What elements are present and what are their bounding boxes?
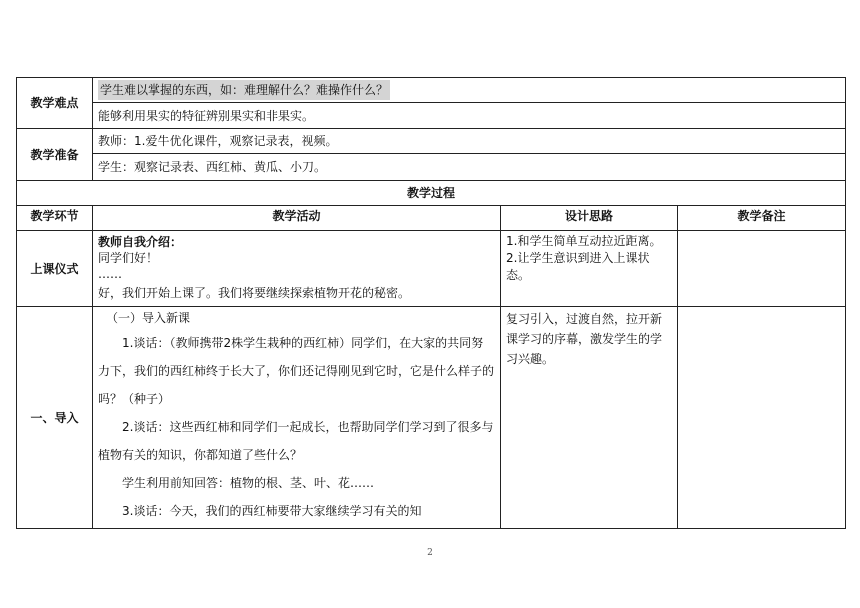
- header-design: 设计思路: [501, 206, 678, 231]
- difficulty-row-2: [17, 103, 846, 129]
- difficulty-hint: 学生难以掌握的东西，如：难理解什么？难操作什么？: [98, 80, 390, 100]
- preparation-label: 教学准备: [17, 129, 93, 181]
- intro-design: 复习引入，过渡自然，拉开新课学习的序幕，激发学生的学习兴趣。: [501, 307, 678, 529]
- intro-line: 1.谈话：（教师携带2株学生栽种的西红柿）同学们，在大家的共同努力下，我们的西红柿终于长大了，你们还记得刚见到它时，它是什么样子的吗？（种子）: [98, 336, 495, 406]
- ceremony-line: 教师自我介绍：: [98, 235, 183, 249]
- page-number: 2: [427, 548, 433, 558]
- difficulty-label: 教学难点: [17, 78, 93, 129]
- process-title-row: [17, 181, 846, 206]
- difficulty-content: 能够利用果实的特征辨别果实和非果实。: [93, 103, 846, 129]
- ceremony-design: 1.和学生简单互动拉近距离。2.让学生意识到进入上课状态。: [501, 231, 678, 307]
- ceremony-activity: [93, 231, 501, 307]
- ceremony-notes: [678, 231, 846, 307]
- intro-line: 2.谈话：这些西红柿和同学们一起成长，也帮助同学们学习到了很多与植物有关的知识，你都知道了些什么？: [98, 420, 494, 462]
- ceremony-row: [17, 231, 846, 307]
- ceremony-line: 好，我们开始上课了。我们将要继续探索植物开花的秘密。: [98, 286, 411, 300]
- preparation-row-1: [17, 129, 846, 154]
- intro-notes: [678, 307, 846, 529]
- header-activity: 教学活动: [93, 206, 501, 231]
- intro-line: 学生利用前知回答：植物的根、茎、叶、花……: [122, 476, 375, 490]
- intro-activity: [93, 307, 501, 529]
- header-notes: 教学备注: [678, 206, 846, 231]
- intro-row: [17, 307, 846, 529]
- preparation-row-2: [17, 154, 846, 181]
- ceremony-line: ……: [98, 267, 122, 281]
- process-title: 教学过程: [17, 181, 846, 206]
- preparation-teacher: 教师：1.爱牛优化课件，观察记录表，视频。: [93, 129, 846, 154]
- intro-stage: 一、导入: [17, 307, 93, 529]
- header-row: [17, 206, 846, 231]
- preparation-student: 学生：观察记录表、西红柿、黄瓜、小刀。: [93, 154, 846, 181]
- intro-line: 3.谈话：今天，我们的西红柿要带大家继续学习有关的知: [122, 504, 422, 518]
- ceremony-line: 同学们好！: [98, 251, 159, 265]
- ceremony-stage: 上课仪式: [17, 231, 93, 307]
- difficulty-row-1: [17, 78, 846, 103]
- intro-line: （一）导入新课: [106, 311, 191, 325]
- header-stage: 教学环节: [17, 206, 93, 231]
- lesson-plan-table: [16, 77, 846, 529]
